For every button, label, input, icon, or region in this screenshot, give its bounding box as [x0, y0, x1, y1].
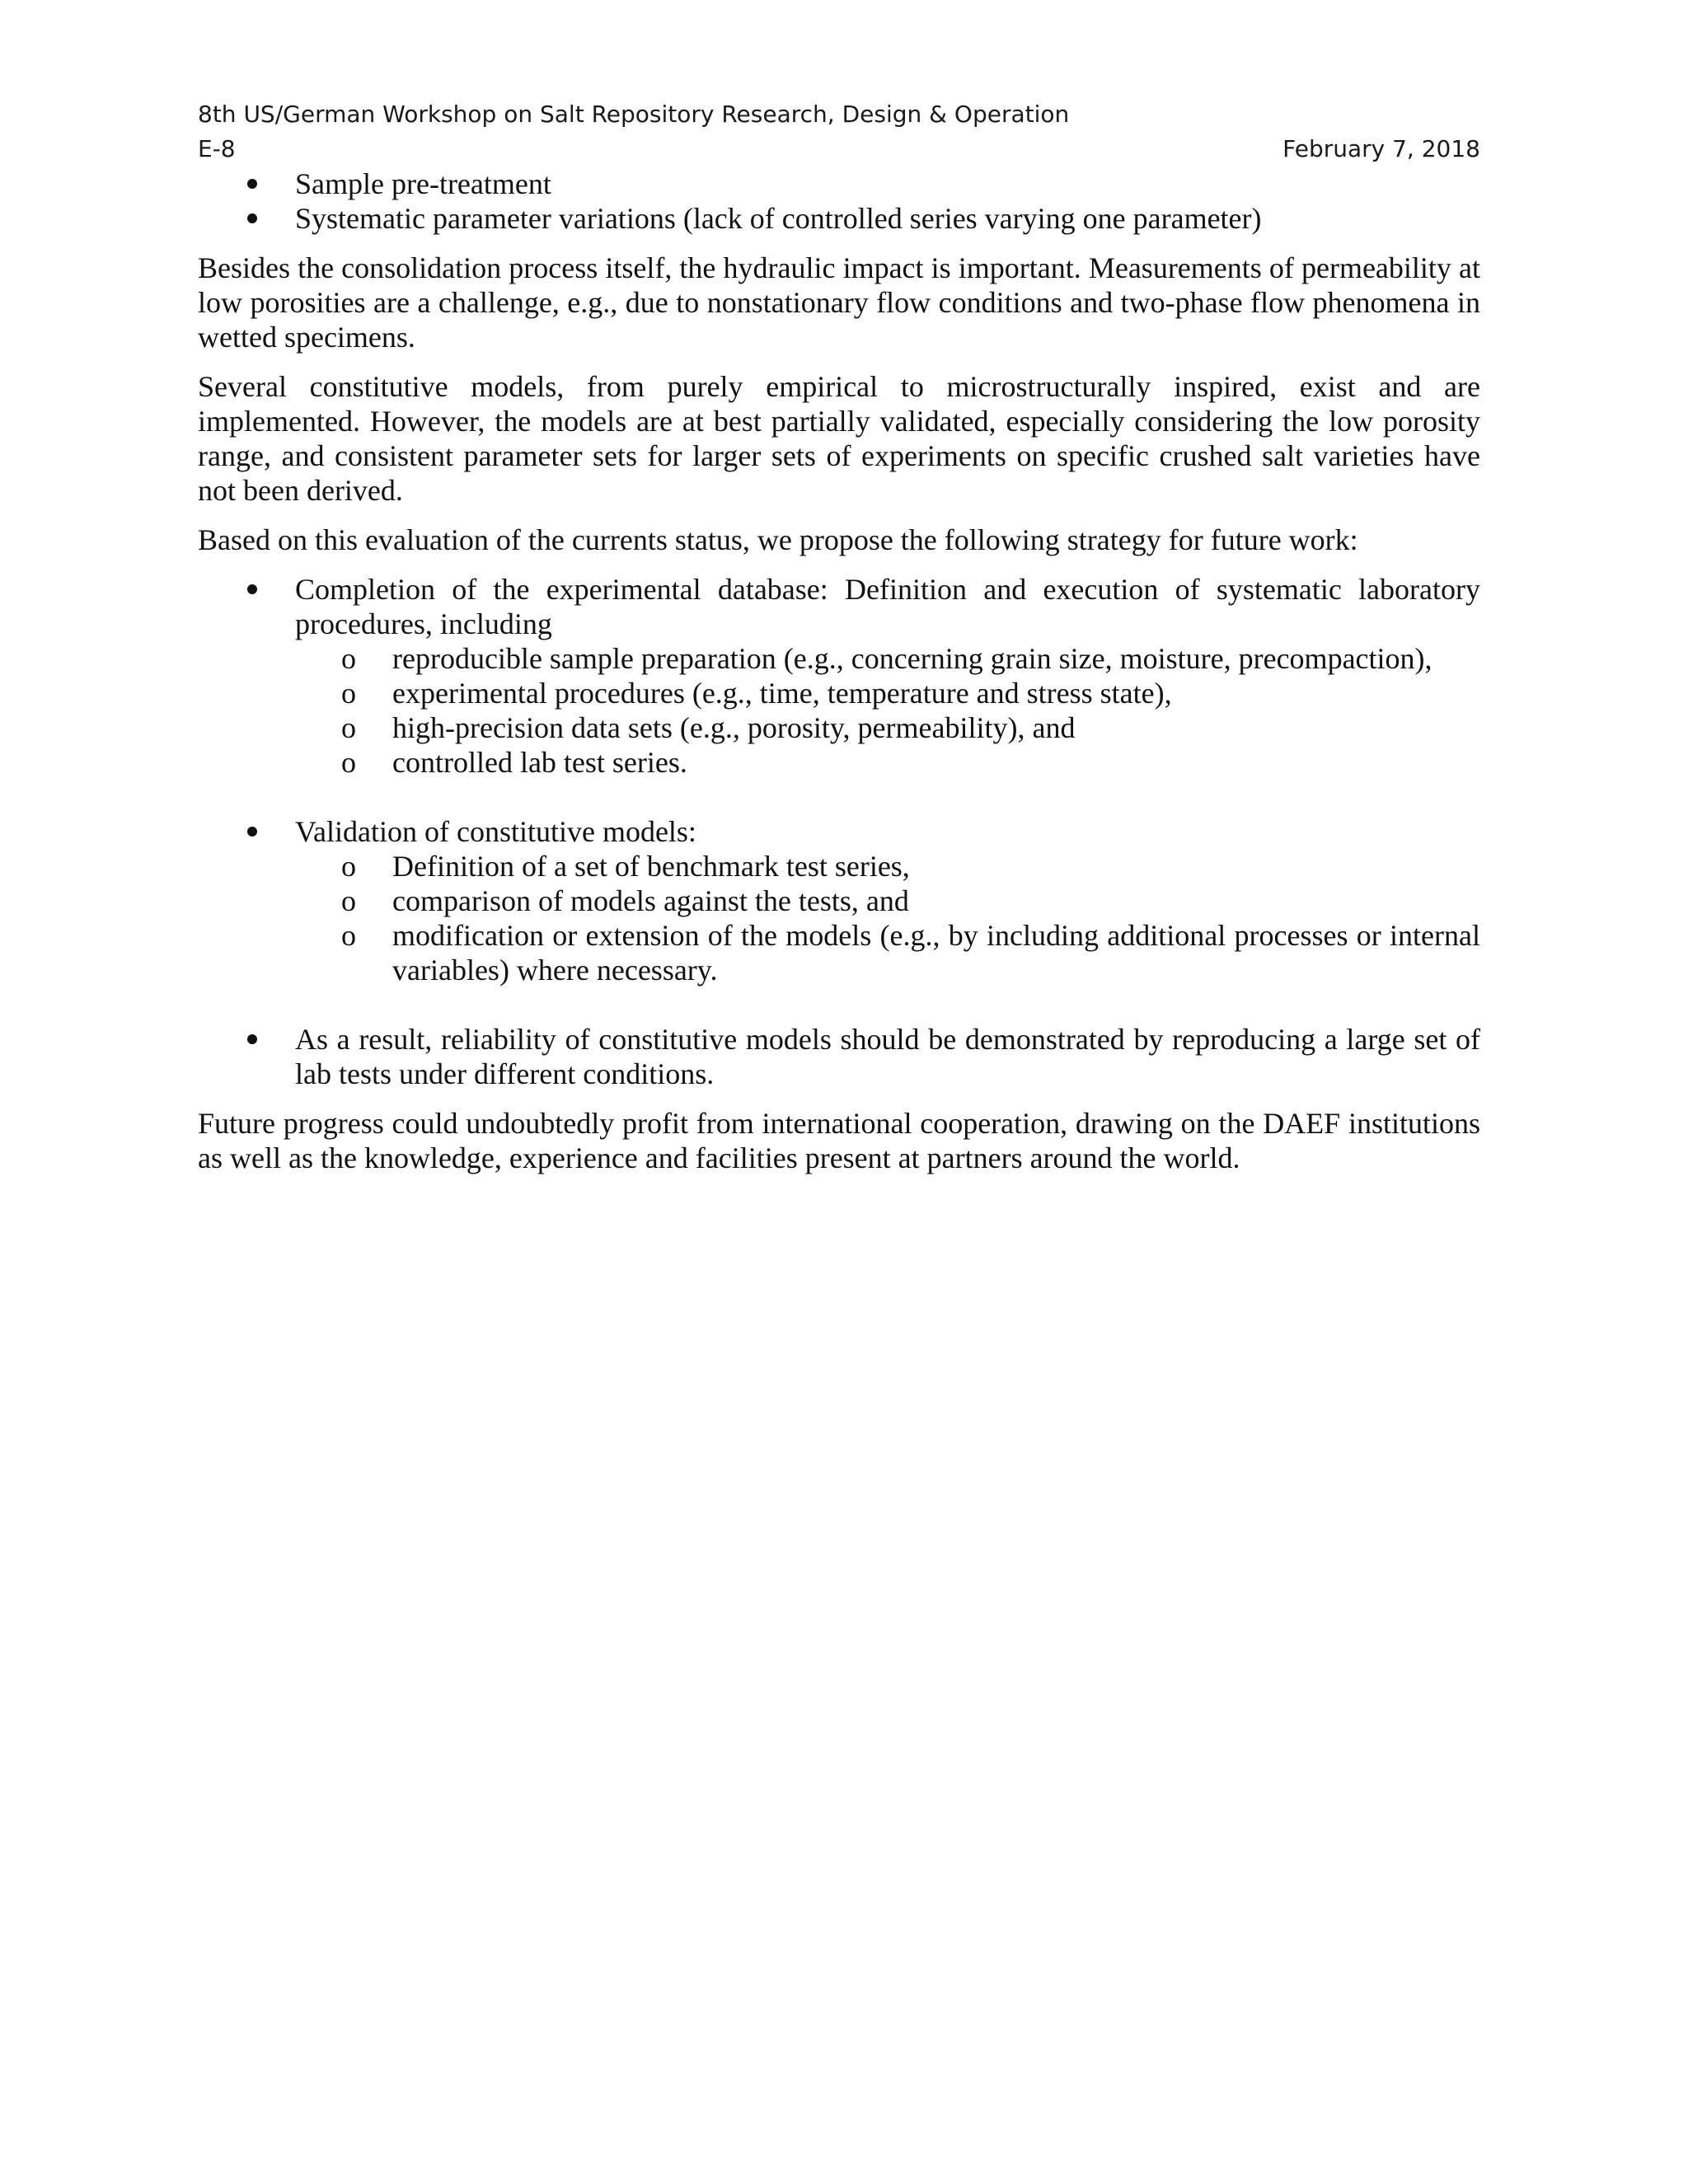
document-body: [198, 166, 1480, 1175]
list-item: [198, 166, 1480, 201]
sub-list-item: [293, 849, 1480, 883]
sub-item-text: Definition of a set of benchmark test series,: [392, 850, 910, 883]
bullet-text: Completion of the experimental database: Definition and execution of systematic laboratory procedures, including: [295, 573, 1480, 640]
bullet-icon: [247, 814, 280, 849]
bullet-icon: [247, 201, 280, 236]
sub-list-item: [293, 918, 1480, 987]
strategy-item-validation: [198, 814, 1480, 987]
header-date: February 7, 2018: [1282, 135, 1480, 162]
sub-item-text: reproducible sample preparation (e.g., concerning grain size, moisture, precompaction),: [392, 642, 1432, 675]
strategy-list: [198, 572, 1480, 1091]
header-section: E-8: [198, 135, 236, 162]
paragraph-models: Several constitutive models, from purely empirical to microstructurally inspired, exist and are implemented. However, the models are at best partially validated, especially considering the low porosity range, and consistent parameter sets for larger sets of experiments on specific crushed salt varieties have not been derived.: [198, 370, 1480, 507]
header-title: 8th US/German Workshop on Salt Repository Research, Design & Operation: [198, 101, 1070, 128]
bullet-text: Systematic parameter variations (lack of controlled series varying one parameter): [295, 202, 1262, 235]
circle-marker-icon: o: [341, 884, 356, 917]
bullet-text: Validation of constitutive models:: [295, 815, 696, 848]
circle-marker-icon: o: [341, 642, 356, 675]
sub-item-text: controlled lab test series.: [392, 746, 687, 779]
page-header: [198, 97, 1480, 166]
bullet-icon: [247, 572, 280, 607]
circle-marker-icon: o: [341, 746, 356, 779]
sub-list-item: [293, 883, 1480, 918]
paragraph-hydraulic: Besides the consolidation process itself, the hydraulic impact is important. Measurements of permeability at low porosities are a challenge, e.g., due to nonstationary flow conditions and two-phase flow phenomena in wetted specimens.: [198, 251, 1480, 354]
circle-marker-icon: o: [341, 711, 356, 744]
bullet-text: Sample pre-treatment: [295, 167, 551, 200]
bullet-icon: [247, 1022, 280, 1057]
sub-item-text: comparison of models against the tests, and: [392, 884, 909, 917]
top-bullet-list: [198, 166, 1480, 236]
sub-list-item: [293, 641, 1480, 676]
sub-list: [295, 849, 1480, 987]
sub-list-item: [293, 710, 1480, 745]
list-item: [198, 201, 1480, 236]
bullet-text: As a result, reliability of constitutive models should be demonstrated by reproducing a large set of lab tests under different conditions.: [295, 1023, 1480, 1090]
sub-list: [295, 641, 1480, 780]
strategy-item-database: [198, 572, 1480, 780]
sub-item-text: high-precision data sets (e.g., porosity, permeability), and: [392, 711, 1076, 744]
strategy-item-reliability: [198, 1022, 1480, 1091]
sub-list-item: [293, 676, 1480, 710]
paragraph-future: Future progress could undoubtedly profit from international cooperation, drawing on the DAEF institutions as well as the knowledge, experience and facilities present at partners around the world.: [198, 1107, 1480, 1174]
document-page: [198, 97, 1480, 1175]
paragraph-strategy-intro: Based on this evaluation of the currents status, we propose the following strategy for future work:: [198, 523, 1358, 556]
sub-item-text: modification or extension of the models (e.g., by including additional processes or internal variables) where necessary.: [392, 919, 1480, 987]
circle-marker-icon: o: [341, 919, 356, 952]
sub-item-text: experimental procedures (e.g., time, temperature and stress state),: [392, 677, 1172, 710]
circle-marker-icon: o: [341, 677, 356, 710]
sub-list-item: [293, 745, 1480, 780]
bullet-icon: [247, 166, 280, 201]
header-row: [198, 132, 1480, 166]
circle-marker-icon: o: [341, 850, 356, 883]
